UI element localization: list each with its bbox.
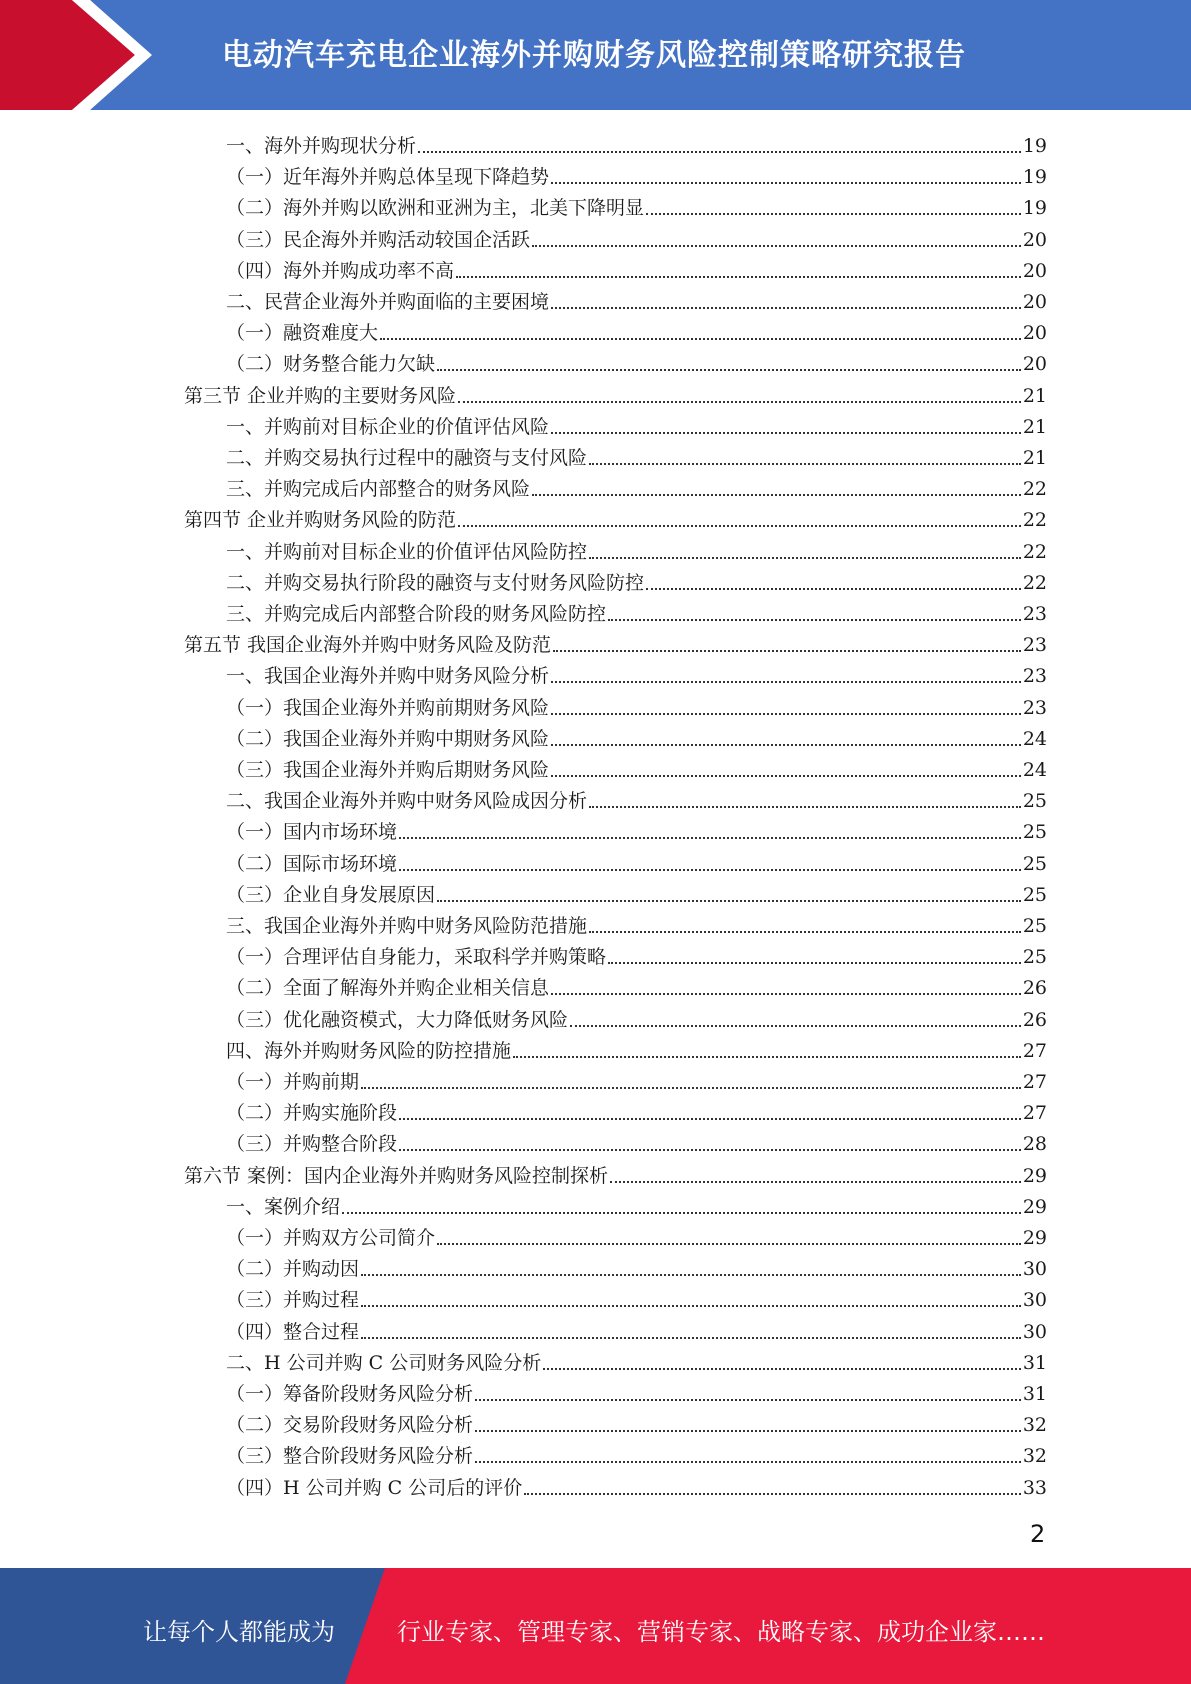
toc-leader-dots [551,981,1021,995]
toc-entry-title: （三）并购整合阶段 [226,1133,398,1156]
toc-entry-page: 19 [1022,135,1047,157]
toc-entry[interactable] [226,345,1047,376]
toc-entry[interactable] [184,377,1047,408]
toc-leader-dots [551,669,1021,683]
toc-entry[interactable] [226,1250,1047,1281]
toc-entry-page: 25 [1022,790,1047,813]
toc-entry-title: 第五节 我国企业海外并购中财务风险及防范 [184,634,552,657]
toc-entry[interactable] [226,1063,1047,1094]
toc-entry-page: 25 [1022,915,1047,937]
toc-entry-title: （三）整合阶段财务风险分析 [226,1445,474,1468]
toc-entry[interactable] [226,1281,1047,1312]
toc-leader-dots [551,701,1021,715]
toc-entry-title: （二）并购实施阶段 [226,1102,398,1125]
toc-entry-page: 21 [1022,384,1047,407]
toc-entry-title: （三）民企海外并购活动较国企活跃 [226,228,531,251]
toc-entry-title: 二、H 公司并购 C 公司财务风险分析 [226,1351,542,1374]
toc-entry-title: （一）并购前期 [226,1071,360,1093]
toc-leader-dots [513,1044,1021,1058]
toc-entry[interactable] [226,564,1047,595]
toc-leader-dots [589,794,1021,808]
toc-entry[interactable] [226,595,1047,626]
toc-entry[interactable] [226,907,1047,938]
toc-entry-page: 24 [1022,727,1047,750]
toc-entry-title: 四、海外并购财务风险的防控措施 [226,1039,512,1062]
toc-leader-dots [437,357,1021,371]
toc-entry[interactable] [226,127,1047,158]
toc-entry-page: 31 [1022,1383,1047,1405]
toc-leader-dots [475,1449,1021,1463]
toc-entry-title: 二、我国企业海外并购中财务风险成因分析 [226,790,588,813]
toc-entry-title: 三、并购完成后内部整合的财务风险 [226,478,531,501]
toc-entry[interactable] [226,189,1047,220]
toc-entry-title: （二）交易阶段财务风险分析 [226,1414,474,1437]
toc-entry-page: 23 [1022,665,1047,688]
toc-entry[interactable] [226,1469,1047,1500]
toc-leader-dots [380,326,1021,340]
toc-leader-dots [553,638,1021,652]
toc-leader-dots [608,950,1021,964]
toc-leader-dots [551,420,1021,434]
toc-entry[interactable] [226,439,1047,470]
toc-entry-title: 一、海外并购现状分析 [226,135,417,157]
toc-entry-title: 一、并购前对目标企业的价值评估风险防控 [226,540,588,563]
toc-entry-page: 20 [1022,322,1047,345]
toc-leader-dots [646,576,1021,590]
toc-entry[interactable] [226,1219,1047,1250]
toc-leader-dots [589,919,1021,933]
toc-entry[interactable] [226,876,1047,907]
toc-leader-dots [361,1262,1021,1276]
toc-entry[interactable] [226,533,1047,564]
toc-entry-page: 21 [1022,447,1047,469]
toc-entry-title: （三）企业自身发展原因 [226,883,436,906]
toc-entry-page: 30 [1022,1289,1047,1312]
toc-leader-dots [589,545,1021,559]
toc-entry-page: 31 [1022,1351,1047,1374]
toc-leader-dots [361,1325,1021,1339]
toc-entry-title: 二、并购交易执行阶段的融资与支付财务风险防控 [226,571,645,594]
toc-leader-dots [551,170,1021,184]
toc-entry-page: 29 [1022,1195,1047,1218]
toc-entry-page: 29 [1022,1227,1047,1249]
toc-entry[interactable] [226,221,1047,252]
toc-entry[interactable] [226,938,1047,969]
toc-leader-dots [437,1231,1021,1245]
toc-entry-page: 30 [1022,1258,1047,1281]
toc-entry-title: （四）整合过程 [226,1320,360,1343]
toc-entry[interactable] [226,813,1047,844]
toc-entry-title: （一）近年海外并购总体呈现下降趋势 [226,166,550,189]
toc-leader-dots [475,1418,1021,1432]
toc-entry[interactable] [184,1157,1047,1188]
toc-entry[interactable] [226,845,1047,876]
toc-leader-dots [610,1169,1021,1183]
toc-entry-page: 19 [1022,197,1047,220]
toc-entry-title: 第四节 企业并购财务风险的防范 [184,509,457,532]
toc-entry[interactable] [226,1001,1047,1032]
toc-entry-title: 三、我国企业海外并购中财务风险防范措施 [226,915,588,937]
toc-entry-page: 26 [1022,1008,1047,1031]
toc-entry-title: （二）全面了解海外并购企业相关信息 [226,977,550,1000]
toc-leader-dots [342,1200,1021,1214]
toc-leader-dots [589,451,1021,465]
toc-leader-dots [456,264,1021,278]
toc-entry-page: 29 [1022,1164,1047,1187]
toc-entry-page: 27 [1022,1039,1047,1062]
toc-entry-title: 第六节 案例：国内企业海外并购财务风险控制探析 [184,1164,609,1187]
toc-entry-title: （二）并购动因 [226,1258,360,1281]
toc-entry-title: 二、民营企业海外并购面临的主要困境 [226,291,550,313]
toc-entry-title: （一）我国企业海外并购前期财务风险 [226,696,550,719]
toc-leader-dots [458,389,1021,403]
toc-entry[interactable] [226,470,1047,501]
toc-entry[interactable] [226,782,1047,813]
toc-leader-dots [532,482,1021,496]
toc-entry-title: （四）海外并购成功率不高 [226,259,455,282]
toc-entry[interactable] [226,252,1047,283]
toc-entry-title: 一、案例介绍 [226,1195,341,1218]
toc-entry-title: （一）国内市场环境 [226,821,398,844]
toc-leader-dots [399,825,1021,839]
toc-entry-page: 20 [1022,259,1047,282]
toc-leader-dots [543,1356,1021,1370]
toc-leader-dots [551,295,1021,309]
toc-entry-page: 30 [1022,1320,1047,1343]
toc-entry[interactable] [226,969,1047,1000]
toc-entry[interactable] [184,626,1047,657]
toc-leader-dots [524,1481,1021,1495]
toc-entry-page: 25 [1022,821,1047,844]
toc-entry[interactable] [226,1313,1047,1344]
toc-entry-title: （四）H 公司并购 C 公司后的评价 [226,1476,523,1499]
toc-entry-title: 二、并购交易执行过程中的融资与支付风险 [226,447,588,469]
toc-entry-page: 27 [1022,1071,1047,1093]
toc-entry-page: 32 [1022,1445,1047,1468]
toc-leader-dots [399,1137,1021,1151]
toc-entry[interactable] [226,751,1047,782]
toc-entry-page: 22 [1022,478,1047,501]
toc-entry-page: 21 [1022,415,1047,438]
footer-banner [0,1568,1191,1684]
footer-slogan-right: 行业专家、管理专家、营销专家、战略专家、成功企业家…… [397,1618,1045,1646]
toc-entry-page: 20 [1022,291,1047,313]
toc-leader-dots [418,139,1021,153]
footer-slogan-left: 让每个人都能成为 [143,1618,335,1646]
toc-entry[interactable] [226,720,1047,751]
toc-entry[interactable] [184,501,1047,532]
toc-entry-page: 25 [1022,883,1047,906]
toc-entry-title: （二）国际市场环境 [226,852,398,875]
toc-entry-title: 三、并购完成后内部整合阶段的财务风险防控 [226,603,607,625]
toc-entry[interactable] [226,158,1047,189]
header-banner [0,0,1191,110]
toc-entry-page: 23 [1022,696,1047,719]
toc-leader-dots [399,1106,1021,1120]
toc-entry[interactable] [226,1375,1047,1406]
toc-leader-dots [437,888,1021,902]
toc-entry-page: 22 [1022,509,1047,532]
toc-entry[interactable] [226,1344,1047,1375]
toc-entry-page: 23 [1022,634,1047,657]
toc-entry-page: 19 [1022,166,1047,189]
toc-leader-dots [399,857,1021,871]
page-number: 2 [1030,1520,1046,1548]
toc-entry[interactable] [226,283,1047,314]
toc-entry-page: 22 [1022,571,1047,594]
toc-entry-page: 32 [1022,1414,1047,1437]
toc-entry-page: 26 [1022,977,1047,1000]
toc-leader-dots [608,607,1021,621]
toc-entry[interactable] [226,1437,1047,1468]
toc-entry[interactable] [226,1032,1047,1063]
toc-entry-title: （二）我国企业海外并购中期财务风险 [226,727,550,750]
toc-leader-dots [551,732,1021,746]
toc-entry-title: （一）合理评估自身能力，采取科学并购策略 [226,946,607,969]
toc-leader-dots [458,513,1021,527]
toc-entry-title: （三）我国企业海外并购后期财务风险 [226,759,550,781]
toc-entry-page: 33 [1022,1476,1047,1499]
toc-entry-page: 25 [1022,946,1047,969]
toc-entry[interactable] [226,1188,1047,1219]
toc-entry-title: 一、我国企业海外并购中财务风险分析 [226,665,550,688]
toc-entry-page: 25 [1022,852,1047,875]
toc-entry-page: 28 [1022,1133,1047,1156]
toc-entry-title: （一）筹备阶段财务风险分析 [226,1383,474,1405]
toc-entry-title: （二）海外并购以欧洲和亚洲为主，北美下降明显 [226,197,645,220]
toc-entry-page: 24 [1022,759,1047,781]
toc-entry-page: 22 [1022,540,1047,563]
toc-entry[interactable] [226,408,1047,439]
toc-entry-page: 20 [1022,353,1047,376]
toc-entry-page: 23 [1022,603,1047,625]
toc-entry-title: （三）优化融资模式，大力降低财务风险 [226,1008,569,1031]
toc-entry-title: （一）并购双方公司简介 [226,1227,436,1249]
toc-entry[interactable] [226,1125,1047,1156]
document-title: 电动汽车充电企业海外并购财务风险控制策略研究报告 [222,38,966,73]
toc-entry-title: 一、并购前对目标企业的价值评估风险 [226,415,550,438]
toc-entry-page: 20 [1022,228,1047,251]
toc-entry-title: 第三节 企业并购的主要财务风险 [184,384,457,407]
toc-entry-title: （二）财务整合能力欠缺 [226,353,436,376]
toc-leader-dots [646,201,1021,215]
toc-entry-page: 27 [1022,1102,1047,1125]
toc-leader-dots [361,1075,1021,1089]
toc-leader-dots [570,1013,1021,1027]
toc-leader-dots [551,763,1021,777]
toc-leader-dots [532,233,1021,247]
toc-entry[interactable] [226,1406,1047,1437]
toc-leader-dots [361,1293,1021,1307]
toc-entry-title: （一）融资难度大 [226,322,379,345]
toc-entry[interactable] [226,689,1047,720]
toc-entry[interactable] [226,314,1047,345]
toc-entry[interactable] [226,657,1047,688]
toc-leader-dots [475,1387,1021,1401]
toc-entry[interactable] [226,1094,1047,1125]
toc-entry-title: （三）并购过程 [226,1289,360,1312]
